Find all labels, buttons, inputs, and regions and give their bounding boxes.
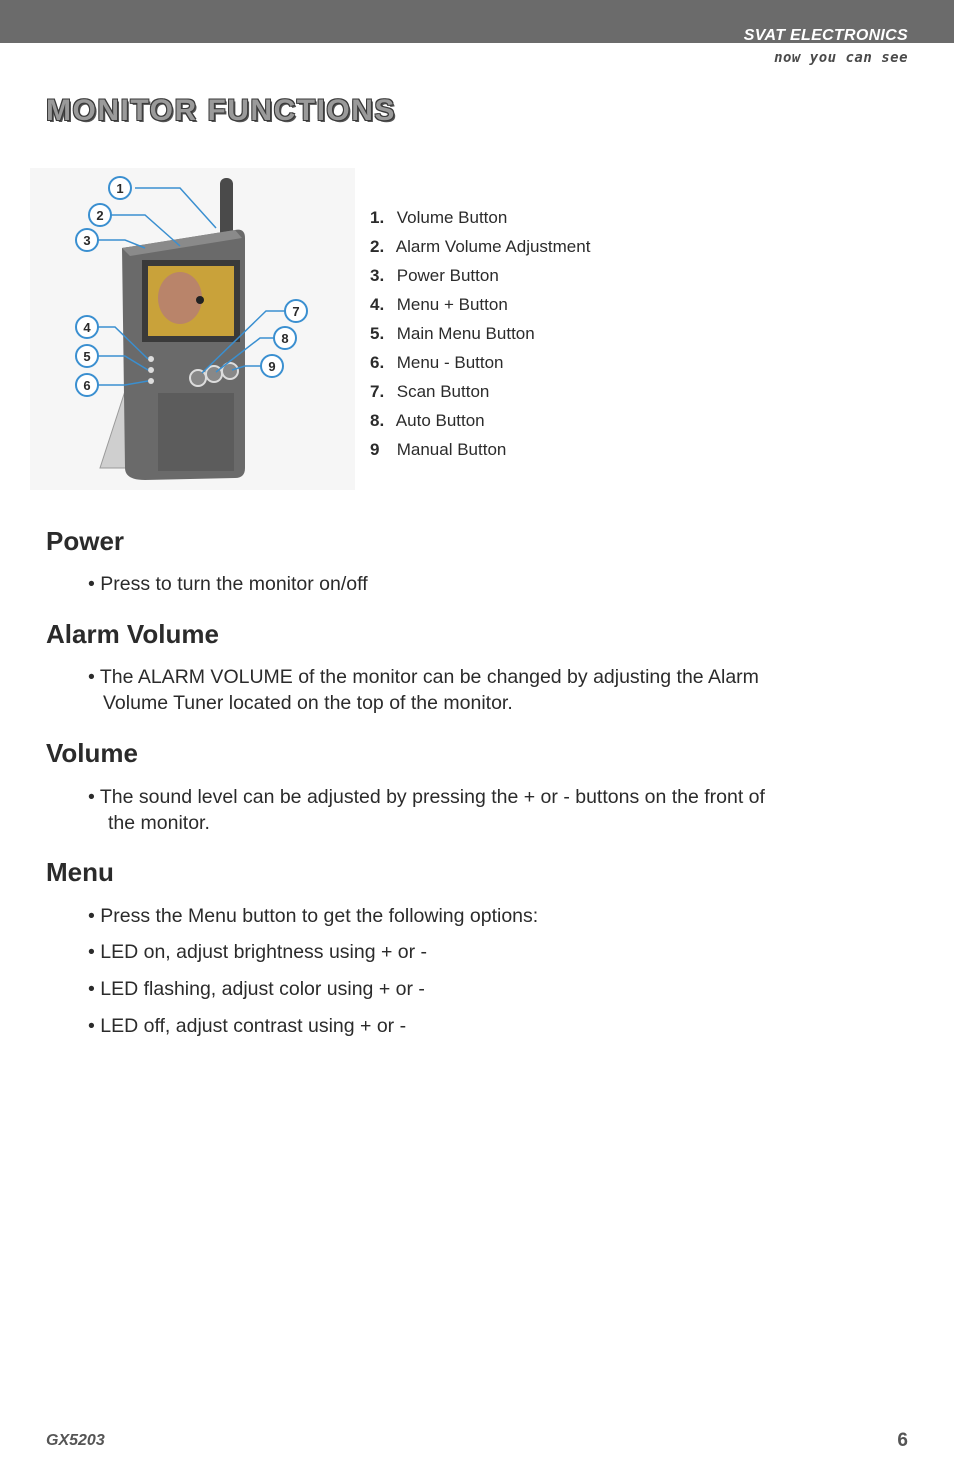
monitor-diagram (30, 168, 355, 490)
power-bullet: • Press to turn the monitor on/off (88, 573, 368, 595)
menu-heading: Menu (46, 857, 114, 887)
power-heading: Power (46, 526, 125, 556)
part-item: 6. Menu - Button (370, 353, 504, 372)
volume-heading: Volume (46, 738, 138, 768)
part-item: 7. Scan Button (370, 382, 490, 401)
part-item: 5. Main Menu Button (370, 324, 535, 343)
main-menu-button (148, 367, 154, 373)
part-item: 4. Menu + Button (370, 295, 508, 314)
model-number: GX5203 (46, 1432, 105, 1449)
callout-label-8: 8 (281, 331, 289, 346)
alarm-volume-bullet (88, 664, 759, 716)
alarm-volume-heading: Alarm Volume (46, 619, 219, 649)
volume-line2: the monitor. (108, 812, 210, 834)
volume-bullet (88, 784, 765, 836)
page-title: MONITOR FUNCTIONS (46, 94, 396, 127)
part-item: 1. Volume Button (370, 208, 508, 227)
part-item: 3. Power Button (370, 266, 499, 285)
part-item: 9 Manual Button (370, 440, 507, 459)
part-item: 8. Auto Button (370, 411, 485, 430)
callout-label-6: 6 (83, 378, 91, 393)
parts-list (370, 205, 590, 466)
menu-minus-button (148, 378, 154, 384)
menu-bullet: • Press the Menu button to get the following options: (88, 905, 539, 927)
speaker-grille (158, 393, 234, 471)
alarm-volume-line2: Volume Tuner located on the top of the monitor. (103, 692, 513, 714)
menu-bullet: • LED flashing, adjust color using + or - (88, 978, 425, 1000)
callout-label-7: 7 (292, 304, 300, 319)
screen-image (158, 272, 202, 324)
menu-bullet: • LED on, adjust brightness using + or - (88, 941, 428, 963)
callout-label-3: 3 (83, 233, 91, 248)
callout-label-2: 2 (96, 208, 104, 223)
part-item: 2. Alarm Volume Adjustment (370, 237, 591, 256)
page-number: 6 (897, 1430, 908, 1451)
volume-line1: • The sound level can be adjusted by pressing the + or - buttons on the front of (88, 786, 765, 808)
callout-label-4: 4 (83, 320, 91, 335)
screen-detail (196, 296, 204, 304)
menu-bullet: • LED off, adjust contrast using + or - (88, 1015, 407, 1037)
menu-plus-button (148, 356, 154, 362)
brand-tagline: now you can see (774, 50, 908, 66)
callout-label-1: 1 (116, 181, 124, 196)
callout-label-5: 5 (83, 349, 91, 364)
brand-name: SVAT ELECTRONICS (743, 27, 908, 44)
alarm-volume-line1: • The ALARM VOLUME of the monitor can be changed by adjusting the Alarm (88, 666, 759, 688)
callout-label-9: 9 (268, 359, 276, 374)
